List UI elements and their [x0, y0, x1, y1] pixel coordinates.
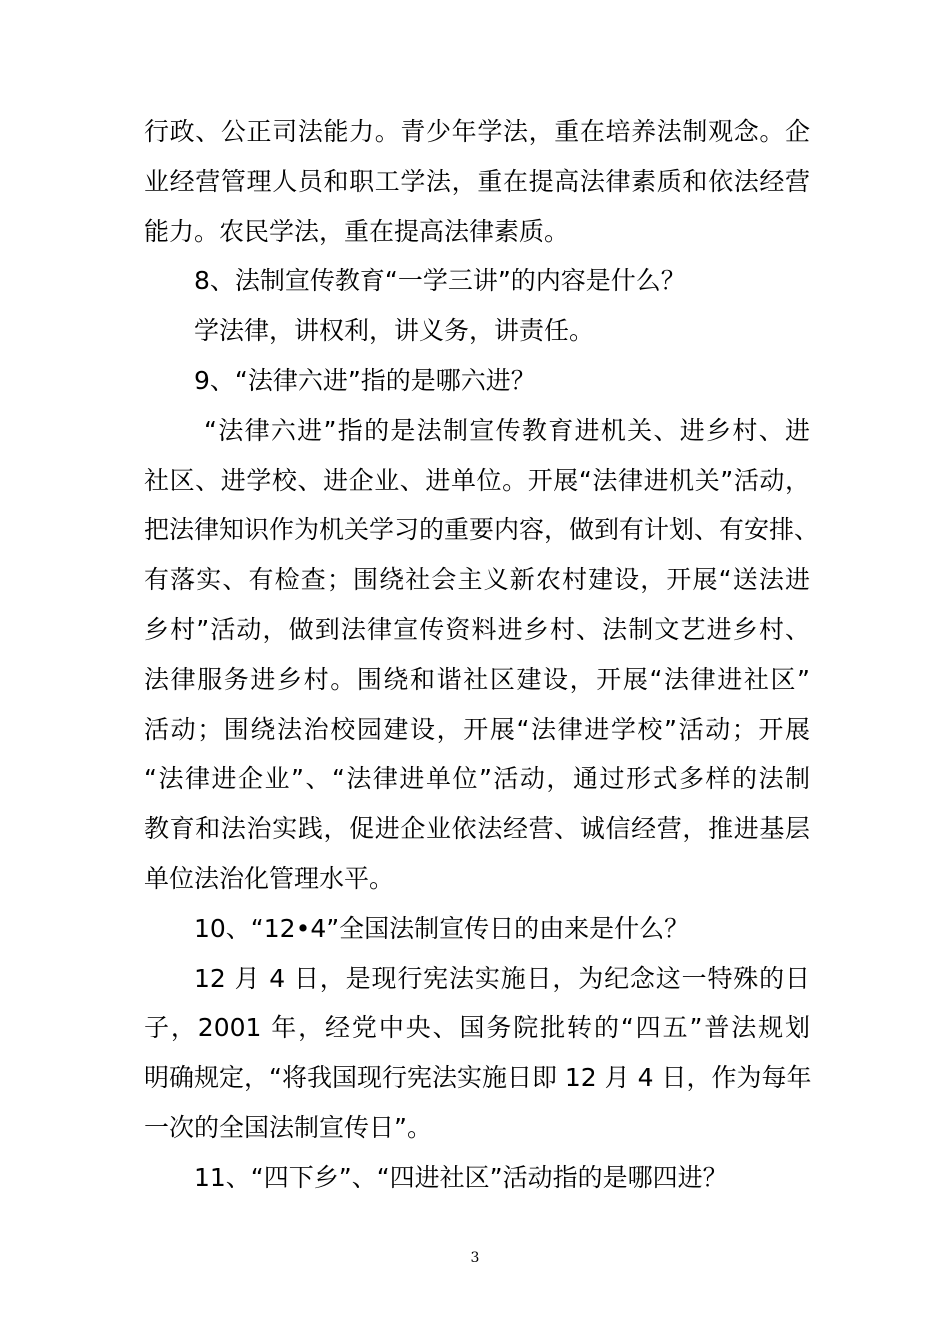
text-line: 把法律知识作为机关学习的重要内容，做到有计划、有安排、: [144, 515, 820, 545]
text-line: 子，2001 年，经党中央、国务院批转的“四五”普法规划: [144, 1013, 810, 1043]
text-line: 单位法治化管理水平。: [144, 863, 395, 893]
question-heading: 9、“法律六进”指的是哪六进？: [194, 365, 536, 395]
text-line: “法律进企业”、“法律进单位”活动，通过形式多样的法制: [144, 764, 810, 794]
page-body: [144, 107, 820, 1203]
question-heading: 8、法制宣传教育“一学三讲”的内容是什么？: [194, 266, 686, 296]
answer-line: 学法律，讲权利，讲义务，讲责任。: [194, 316, 595, 346]
text-line: 有落实、有检查；围绕社会主义新农村建设，开展“送法进: [144, 565, 810, 595]
text-line: 一次的全国法制宣传日”。: [144, 1112, 432, 1142]
text-line: 教育和法治实践，促进企业依法经营、诚信经营，推进基层: [144, 814, 810, 844]
text-line: 行政、公正司法能力。青少年学法，重在培养法制观念。企: [144, 117, 810, 146]
text-line: 乡村”活动，做到法律宣传资料进乡村、法制文艺进乡村、: [144, 614, 810, 644]
text-line: 活动；围绕法治校园建设，开展“法律进学校”活动；开展: [144, 714, 810, 744]
text-line: 法律服务进乡村。围绕和谐社区建设，开展“法律进社区”: [144, 664, 810, 694]
text-line: 12 月 4 日，是现行宪法实施日，为纪念这一特殊的日: [194, 963, 810, 993]
text-line: 能力。农民学法，重在提高法律素质。: [144, 216, 570, 246]
text-line: “法律六进”指的是法制宣传教育进机关、进乡村、进: [204, 415, 810, 445]
text-line: 社区、进学校、进企业、进单位。开展“法律进机关”活动，: [144, 465, 810, 495]
page-number: 3: [470, 1250, 480, 1266]
question-heading: 10、“12•4”全国法制宣传日的由来是什么？: [194, 913, 690, 943]
text-line: 业经营管理人员和职工学法，重在提高法律素质和依法经营: [144, 166, 810, 196]
question-heading: 11、“四下乡”、“四进社区”活动指的是哪四进？: [194, 1162, 728, 1192]
text-line: 明确规定，“将我国现行宪法实施日即 12 月 4 日，作为每年: [144, 1063, 812, 1093]
